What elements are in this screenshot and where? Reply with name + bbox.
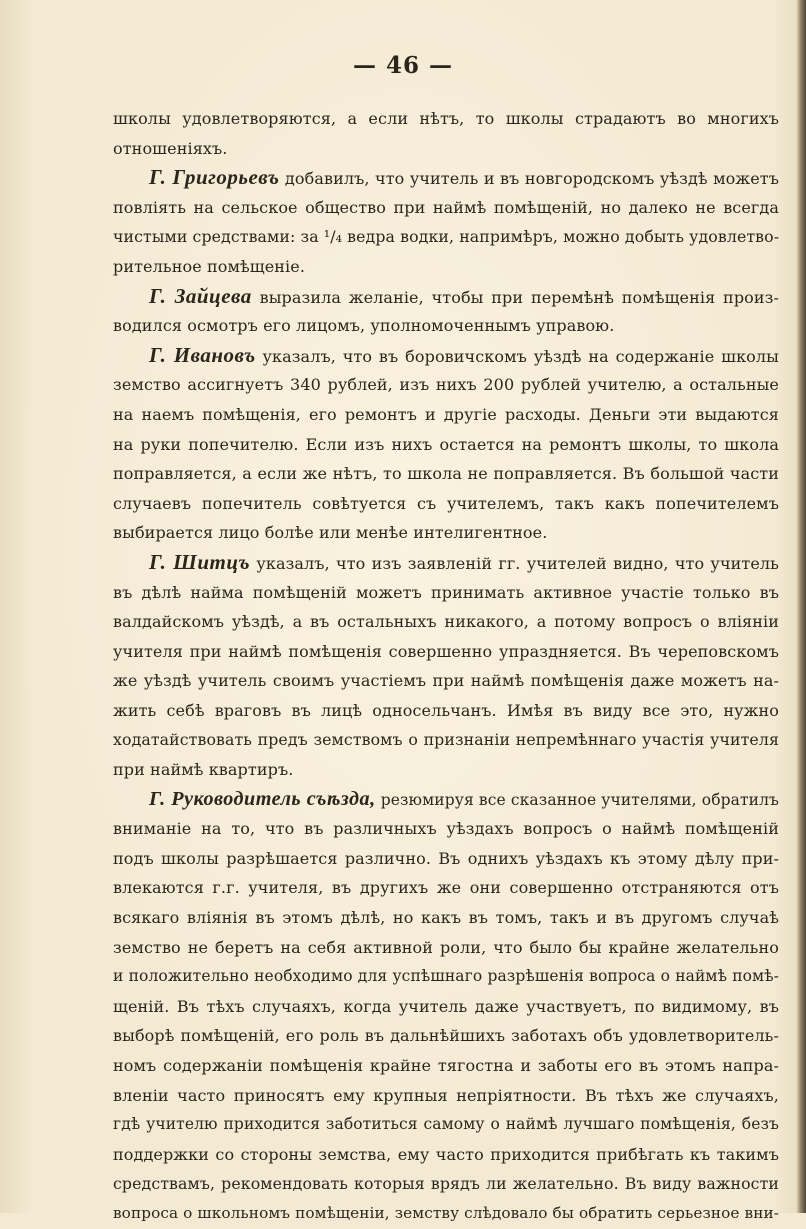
paragraph-first-line: [113, 785, 779, 815]
text-line: валдайскомъ уѣздѣ, а въ остальныхъ никакого, а потому вопросъ о вліяніи: [113, 612, 779, 632]
text-line: вопроса о школьномъ помѣщеніи, земству слѣдовало бы обратить серьезное вни-: [113, 1203, 779, 1222]
text-line: вниманіе на то, что въ различныхъ уѣздахъ вопросъ о наймѣ помѣщеній: [113, 819, 779, 839]
text-run: добавилъ, что учитель и въ новгородскомъ уѣздѣ можетъ: [279, 169, 779, 189]
text-line: же уѣздѣ учитель своимъ участіемъ при наймѣ помѣщенія даже можетъ на-: [113, 671, 779, 691]
text-line: выбирается лицо болѣе или менѣе интелигентное.: [113, 523, 548, 543]
paragraph-first-line: [113, 548, 779, 578]
text-line: повліять на сельское общество при наймѣ помѣщеній, но далеко не всегда: [113, 197, 779, 217]
paragraph-first-line: [113, 163, 779, 193]
text-line: номъ содержаніи помѣщенія крайне тягостна и заботы его въ этомъ напра-: [113, 1056, 779, 1075]
text-line: и положительно необходимо для успѣшнаго разрѣшенія вопроса о наймѣ помѣ-: [113, 967, 779, 986]
text-line: случаевъ попечитель совѣтуется съ учителемъ, такъ какъ попечителемъ: [113, 493, 779, 513]
speaker-name: Г. Ивановъ: [149, 342, 256, 367]
text-line: рительное помѣщеніе.: [113, 256, 306, 276]
text-line: при наймѣ квартиръ.: [113, 760, 294, 780]
text-line: щеній. Въ тѣхъ случаяхъ, когда учитель даже участвуетъ, по видимому, въ: [113, 996, 779, 1016]
text-run: резюмируя все сказанное учителями, обратилъ: [375, 790, 779, 809]
text-run: указалъ, что изъ заявленій гг. учителей видно, что учитель: [250, 553, 779, 573]
page-text: [113, 104, 779, 1229]
text-line: влекаются г.г. учителя, въ другихъ же они совершенно отстраняются отъ: [113, 878, 779, 898]
text-line: на руки попечителю. Если изъ нихъ остается на ремонтъ школы, то школа: [113, 434, 779, 454]
text-line: отношеніяхъ.: [113, 138, 228, 158]
text-line: въ дѣлѣ найма помѣщеній можетъ принимать активное участіе только въ: [113, 582, 779, 602]
text-line: школы удовлетворяются, а если нѣтъ, то школы страдаютъ во многихъ: [113, 109, 779, 128]
text-line: чистыми средствами: за ¹/₄ ведра водки, напримѣръ, можно добыть удовлетво-: [113, 227, 780, 247]
text-line: выборѣ помѣщеній, его роль въ дальнѣйшихъ заботахъ объ удовлетворитель-: [113, 1026, 779, 1046]
text-line: вленіи часто приносятъ ему крупныя непріятности. Въ тѣхъ же случаяхъ,: [113, 1085, 779, 1105]
speaker-name: Г. Зайцева: [149, 283, 252, 308]
text-line: подъ школы разрѣшается различно. Въ однихъ уѣздахъ къ этому дѣлу при-: [113, 848, 779, 868]
speaker-name: Г. Руководитель съѣзда,: [149, 787, 376, 810]
text-line: гдѣ учителю приходится заботиться самому о наймѣ лучшаго помѣщенія, безъ: [113, 1115, 779, 1134]
speaker-name: Г. Григорьевъ: [149, 165, 280, 190]
page-number: — 46 —: [352, 52, 454, 79]
text-run: указалъ, что въ боровичскомъ уѣздѣ на содержаніе школы: [255, 346, 779, 366]
text-line: водился осмотръ его лицомъ, уполномоченнымъ управою.: [113, 316, 615, 336]
text-line: на наемъ помѣщенія, его ремонтъ и другіе расходы. Деньги эти выдаются: [113, 404, 779, 424]
paragraph-first-line: [113, 282, 779, 312]
text-line: жить себѣ враговъ въ лицѣ односельчанъ. Имѣя въ виду все это, нужно: [113, 700, 779, 720]
text-line: поправляется, а если же нѣтъ, то школа не поправляется. Въ большой части: [113, 464, 779, 484]
text-line: ходатайствовать предъ земствомъ о признаніи непремѣннаго участія учителя: [113, 730, 779, 750]
text-line: всякаго вліянія въ этомъ дѣлѣ, но какъ въ томъ, такъ и въ другомъ случаѣ: [113, 908, 779, 928]
text-run: выразила желаніе, чтобы при перемѣнѣ помѣщенія произ-: [251, 287, 779, 307]
text-line: средствамъ, рекомендовать которыя врядъ ли желательно. Въ виду важности: [113, 1174, 779, 1194]
text-line: земство не беретъ на себя активной роли, что было бы крайне желательно: [113, 937, 779, 957]
text-line: поддержки со стороны земства, ему часто приходится прибѣгать къ такимъ: [113, 1144, 779, 1164]
speaker-name: Г. Шитцъ: [149, 549, 251, 574]
text-line: учителя при наймѣ помѣщенія совершенно упраздняется. Въ череповскомъ: [113, 641, 779, 661]
text-line: земство ассигнуетъ 340 рублей, изъ нихъ 200 рублей учителю, а остальные: [113, 375, 779, 395]
paragraph-first-line: [113, 341, 779, 371]
page-edge-shadow: [797, 0, 806, 1213]
